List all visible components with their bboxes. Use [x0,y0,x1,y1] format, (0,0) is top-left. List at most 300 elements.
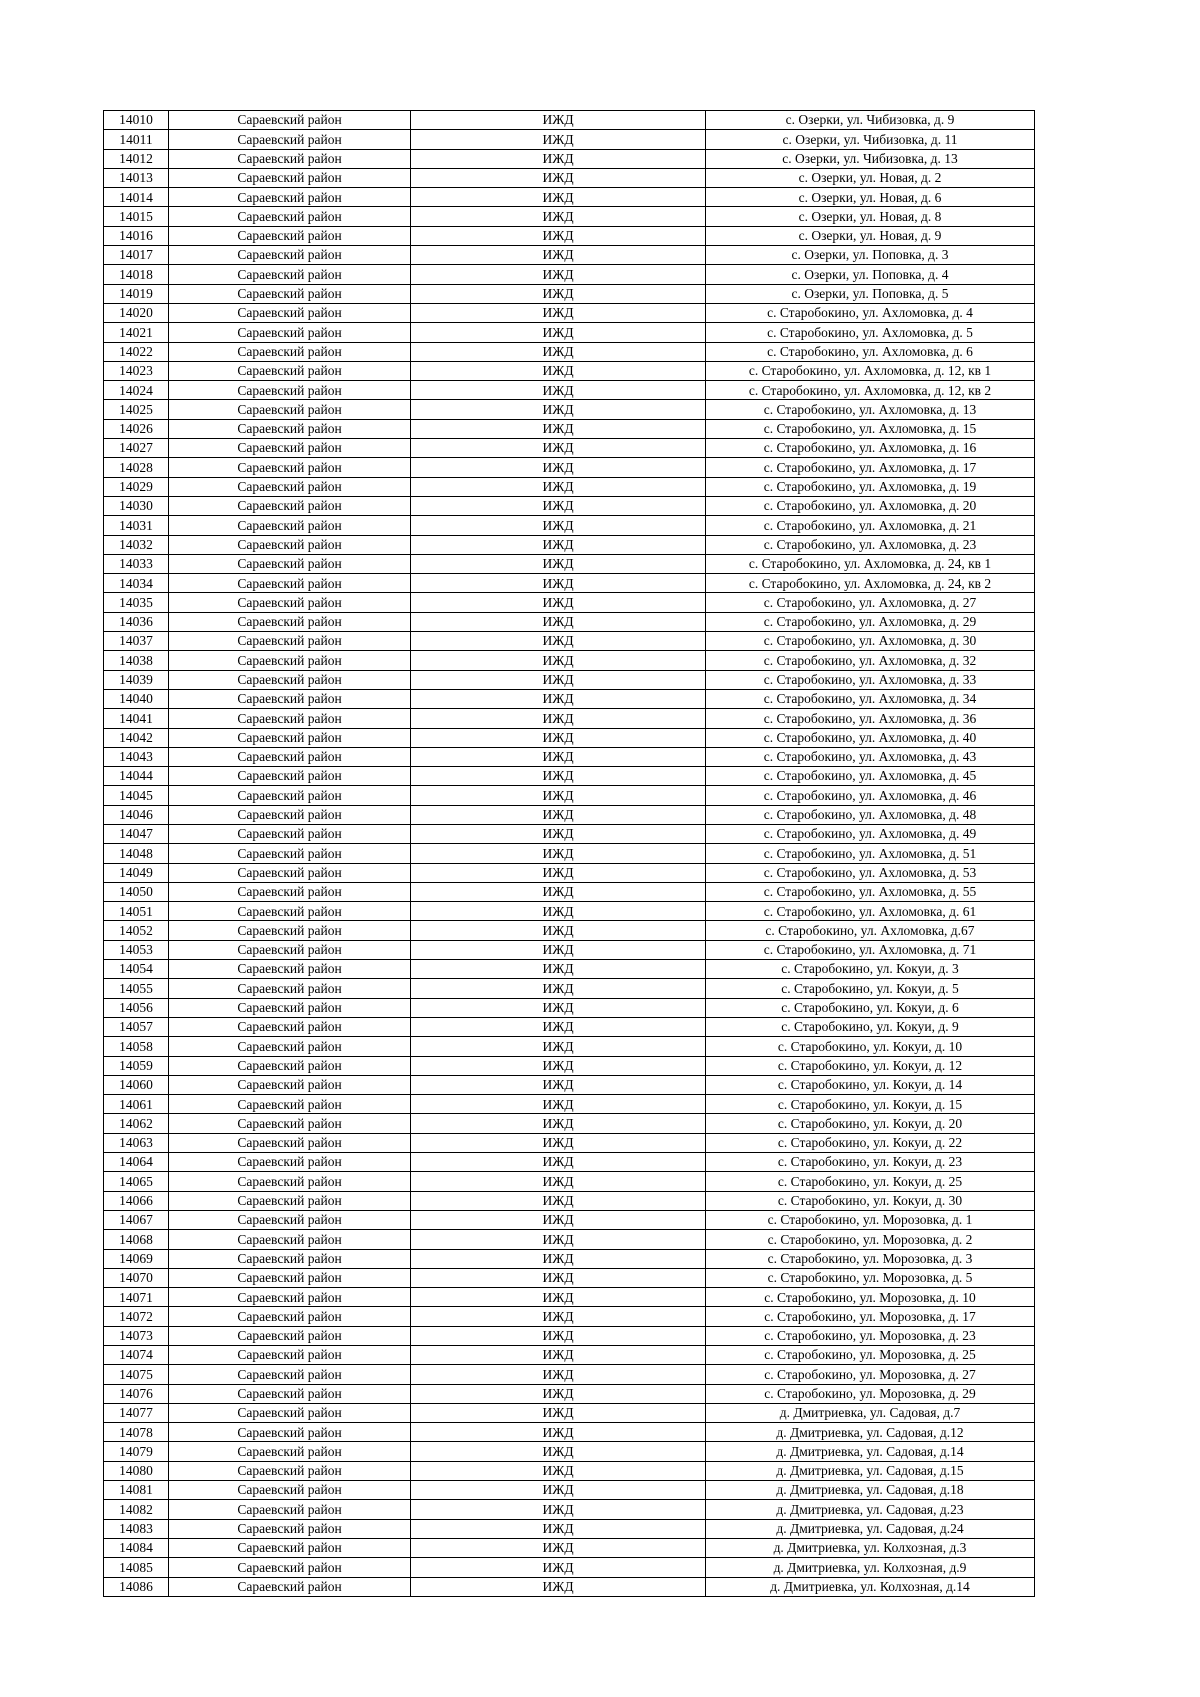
table-row [104,130,1035,149]
district-cell: Cараевский район [169,998,411,1017]
district-cell: Cараевский район [169,381,411,400]
address-cell: д. Дмитриевка, ул. Садовая, д.23 [706,1500,1035,1519]
record-number-cell: 14022 [104,342,169,361]
district-cell: Cараевский район [169,709,411,728]
table-row [104,1538,1035,1557]
table-row [104,1210,1035,1229]
property-type-cell: ИЖД [411,1307,706,1326]
record-number-cell: 14020 [104,303,169,322]
table-row [104,1172,1035,1191]
table-row [104,419,1035,438]
district-cell: Cараевский район [169,747,411,766]
district-cell: Cараевский район [169,844,411,863]
district-cell: Cараевский район [169,593,411,612]
property-type-cell: ИЖД [411,689,706,708]
record-number-cell: 14024 [104,381,169,400]
table-row [104,400,1035,419]
record-number-cell: 14010 [104,111,169,130]
property-type-cell: ИЖД [411,1442,706,1461]
property-type-cell: ИЖД [411,1230,706,1249]
record-number-cell: 14031 [104,516,169,535]
record-number-cell: 14011 [104,130,169,149]
table-row [104,1114,1035,1133]
address-cell: с. Старобокино, ул. Ахломовка, д. 32 [706,651,1035,670]
address-cell: с. Озерки, ул. Новая, д. 2 [706,168,1035,187]
record-number-cell: 14025 [104,400,169,419]
property-type-cell: ИЖД [411,381,706,400]
district-cell: Cараевский район [169,1538,411,1557]
address-cell: с. Старобокино, ул. Морозовка, д. 27 [706,1365,1035,1384]
property-type-cell: ИЖД [411,1288,706,1307]
property-type-cell: ИЖД [411,1423,706,1442]
table-row [104,1423,1035,1442]
district-cell: Cараевский район [169,246,411,265]
property-type-cell: ИЖД [411,1461,706,1480]
record-number-cell: 14063 [104,1133,169,1152]
table-row [104,1056,1035,1075]
property-type-cell: ИЖД [411,207,706,226]
address-cell: с. Озерки, ул. Чибизовка, д. 13 [706,149,1035,168]
property-type-cell: ИЖД [411,400,706,419]
record-number-cell: 14086 [104,1577,169,1596]
property-type-cell: ИЖД [411,554,706,573]
property-type-cell: ИЖД [411,342,706,361]
record-number-cell: 14040 [104,689,169,708]
address-cell: с. Озерки, ул. Поповка, д. 3 [706,246,1035,265]
address-cell: с. Старобокино, ул. Морозовка, д. 5 [706,1268,1035,1287]
record-number-cell: 14023 [104,361,169,380]
table-row [104,1288,1035,1307]
district-cell: Cараевский район [169,1268,411,1287]
address-cell: с. Старобокино, ул. Морозовка, д. 29 [706,1384,1035,1403]
property-type-cell: ИЖД [411,728,706,747]
district-cell: Cараевский район [169,1558,411,1577]
property-type-cell: ИЖД [411,1017,706,1036]
property-type-cell: ИЖД [411,709,706,728]
table-row [104,246,1035,265]
property-type-cell: ИЖД [411,1268,706,1287]
property-type-cell: ИЖД [411,979,706,998]
address-cell: д. Дмитриевка, ул. Колхозная, д.14 [706,1577,1035,1596]
property-type-cell: ИЖД [411,1249,706,1268]
property-type-cell: ИЖД [411,130,706,149]
record-number-cell: 14021 [104,323,169,342]
district-cell: Cараевский район [169,1346,411,1365]
table-row [104,612,1035,631]
address-cell: д. Дмитриевка, ул. Садовая, д.24 [706,1519,1035,1538]
district-cell: Cараевский район [169,130,411,149]
district-cell: Cараевский район [169,265,411,284]
district-cell: Cараевский район [169,1365,411,1384]
table-row [104,516,1035,535]
table-row [104,1133,1035,1152]
table-row [104,265,1035,284]
table-row [104,593,1035,612]
address-cell: с. Старобокино, ул. Ахломовка, д. 29 [706,612,1035,631]
record-number-cell: 14071 [104,1288,169,1307]
property-type-cell: ИЖД [411,1500,706,1519]
table-row [104,149,1035,168]
table-row [104,574,1035,593]
table-row [104,1481,1035,1500]
address-cell: с. Старобокино, ул. Ахломовка, д. 45 [706,767,1035,786]
record-number-cell: 14017 [104,246,169,265]
record-number-cell: 14078 [104,1423,169,1442]
table-row [104,1268,1035,1287]
record-number-cell: 14019 [104,284,169,303]
record-number-cell: 14065 [104,1172,169,1191]
record-number-cell: 14050 [104,882,169,901]
property-type-cell: ИЖД [411,516,706,535]
table-row [104,1384,1035,1403]
district-cell: Cараевский район [169,612,411,631]
property-type-cell: ИЖД [411,439,706,458]
district-cell: Cараевский район [169,786,411,805]
property-type-cell: ИЖД [411,1519,706,1538]
district-cell: Cараевский район [169,1191,411,1210]
property-type-cell: ИЖД [411,1056,706,1075]
record-number-cell: 14048 [104,844,169,863]
address-cell: с. Старобокино, ул. Ахломовка, д. 21 [706,516,1035,535]
record-number-cell: 14033 [104,554,169,573]
address-cell: с. Старобокино, ул. Ахломовка, д. 24, кв 1 [706,554,1035,573]
district-cell: Cараевский район [169,1017,411,1036]
address-cell: с. Озерки, ул. Новая, д. 8 [706,207,1035,226]
property-type-cell: ИЖД [411,1346,706,1365]
address-cell: с. Старобокино, ул. Ахломовка, д. 40 [706,728,1035,747]
table-row [104,1519,1035,1538]
record-number-cell: 14045 [104,786,169,805]
address-cell: д. Дмитриевка, ул. Садовая, д.18 [706,1481,1035,1500]
table-row [104,632,1035,651]
address-cell: с. Озерки, ул. Новая, д. 9 [706,226,1035,245]
record-number-cell: 14072 [104,1307,169,1326]
district-cell: Cараевский район [169,516,411,535]
district-cell: Cараевский район [169,1037,411,1056]
address-cell: с. Старобокино, ул. Морозовка, д. 1 [706,1210,1035,1229]
record-number-cell: 14079 [104,1442,169,1461]
record-number-cell: 14056 [104,998,169,1017]
record-number-cell: 14047 [104,824,169,843]
address-cell: с. Старобокино, ул. Кокуи, д. 9 [706,1017,1035,1036]
district-cell: Cараевский район [169,1326,411,1345]
address-cell: с. Старобокино, ул. Ахломовка, д. 61 [706,902,1035,921]
district-cell: Cараевский район [169,1056,411,1075]
district-cell: Cараевский район [169,1095,411,1114]
property-type-cell: ИЖД [411,1095,706,1114]
district-cell: Cараевский район [169,284,411,303]
district-cell: Cараевский район [169,1461,411,1480]
property-type-cell: ИЖД [411,1481,706,1500]
address-cell: с. Озерки, ул. Чибизовка, д. 11 [706,130,1035,149]
record-number-cell: 14035 [104,593,169,612]
address-cell: с. Озерки, ул. Поповка, д. 5 [706,284,1035,303]
district-cell: Cараевский район [169,767,411,786]
district-cell: Cараевский район [169,168,411,187]
district-cell: Cараевский район [169,921,411,940]
record-number-cell: 14085 [104,1558,169,1577]
property-type-cell: ИЖД [411,168,706,187]
property-type-cell: ИЖД [411,284,706,303]
address-cell: с. Старобокино, ул. Ахломовка, д. 20 [706,496,1035,515]
property-type-cell: ИЖД [411,458,706,477]
property-type-cell: ИЖД [411,767,706,786]
property-type-cell: ИЖД [411,188,706,207]
address-cell: с. Старобокино, ул. Кокуи, д. 15 [706,1095,1035,1114]
address-cell: с. Старобокино, ул. Ахломовка, д. 12, кв 1 [706,361,1035,380]
address-cell: с. Старобокино, ул. Морозовка, д. 10 [706,1288,1035,1307]
district-cell: Cараевский район [169,1230,411,1249]
address-cell: с. Старобокино, ул. Ахломовка, д. 53 [706,863,1035,882]
table-row [104,439,1035,458]
table-row [104,902,1035,921]
district-cell: Cараевский район [169,670,411,689]
address-cell: с. Старобокино, ул. Кокуи, д. 3 [706,960,1035,979]
record-number-cell: 14053 [104,940,169,959]
record-number-cell: 14051 [104,902,169,921]
district-cell: Cараевский район [169,1442,411,1461]
address-cell: д. Дмитриевка, ул. Колхозная, д.3 [706,1538,1035,1557]
district-cell: Cараевский район [169,651,411,670]
district-cell: Cараевский район [169,1133,411,1152]
address-cell: с. Старобокино, ул. Ахломовка, д. 51 [706,844,1035,863]
table-row [104,1095,1035,1114]
address-cell: с. Старобокино, ул. Ахломовка, д. 30 [706,632,1035,651]
record-number-cell: 14061 [104,1095,169,1114]
address-cell: с. Старобокино, ул. Морозовка, д. 25 [706,1346,1035,1365]
table-row [104,554,1035,573]
table-row [104,111,1035,130]
property-type-cell: ИЖД [411,496,706,515]
district-cell: Cараевский район [169,1307,411,1326]
address-cell: с. Старобокино, ул. Ахломовка, д. 43 [706,747,1035,766]
address-cell: с. Старобокино, ул. Ахломовка, д.67 [706,921,1035,940]
record-number-cell: 14067 [104,1210,169,1229]
address-cell: с. Старобокино, ул. Ахломовка, д. 46 [706,786,1035,805]
district-cell: Cараевский район [169,535,411,554]
table-row [104,786,1035,805]
district-cell: Cараевский район [169,400,411,419]
property-type-cell: ИЖД [411,632,706,651]
district-cell: Cараевский район [169,728,411,747]
address-cell: с. Старобокино, ул. Морозовка, д. 17 [706,1307,1035,1326]
table-row [104,207,1035,226]
district-cell: Cараевский район [169,207,411,226]
address-cell: с. Старобокино, ул. Кокуи, д. 14 [706,1075,1035,1094]
property-type-cell: ИЖД [411,902,706,921]
district-cell: Cараевский район [169,979,411,998]
property-type-cell: ИЖД [411,323,706,342]
record-number-cell: 14058 [104,1037,169,1056]
record-number-cell: 14074 [104,1346,169,1365]
table-row [104,767,1035,786]
table-row [104,284,1035,303]
record-number-cell: 14082 [104,1500,169,1519]
table-row [104,188,1035,207]
record-number-cell: 14027 [104,439,169,458]
table-row [104,342,1035,361]
district-cell: Cараевский район [169,419,411,438]
table-row [104,1230,1035,1249]
property-type-cell: ИЖД [411,226,706,245]
record-number-cell: 14059 [104,1056,169,1075]
property-type-cell: ИЖД [411,921,706,940]
record-number-cell: 14015 [104,207,169,226]
record-number-cell: 14037 [104,632,169,651]
record-number-cell: 14080 [104,1461,169,1480]
table-row [104,323,1035,342]
address-cell: с. Озерки, ул. Чибизовка, д. 9 [706,111,1035,130]
property-type-cell: ИЖД [411,1075,706,1094]
table-row [104,226,1035,245]
address-cell: с. Старобокино, ул. Кокуи, д. 12 [706,1056,1035,1075]
record-number-cell: 14060 [104,1075,169,1094]
address-cell: с. Старобокино, ул. Ахломовка, д. 55 [706,882,1035,901]
record-number-cell: 14076 [104,1384,169,1403]
address-cell: с. Старобокино, ул. Ахломовка, д. 34 [706,689,1035,708]
address-cell: с. Старобокино, ул. Кокуи, д. 20 [706,1114,1035,1133]
district-cell: Cараевский район [169,477,411,496]
table-row [104,651,1035,670]
record-number-cell: 14084 [104,1538,169,1557]
table-row [104,882,1035,901]
district-cell: Cараевский район [169,1519,411,1538]
address-cell: д. Дмитриевка, ул. Колхозная, д.9 [706,1558,1035,1577]
address-cell: с. Старобокино, ул. Кокуи, д. 10 [706,1037,1035,1056]
address-cell: с. Старобокино, ул. Ахломовка, д. 48 [706,805,1035,824]
record-number-cell: 14034 [104,574,169,593]
address-cell: с. Старобокино, ул. Ахломовка, д. 17 [706,458,1035,477]
district-cell: Cараевский район [169,1075,411,1094]
district-cell: Cараевский район [169,1153,411,1172]
record-number-cell: 14041 [104,709,169,728]
address-cell: с. Старобокино, ул. Кокуи, д. 22 [706,1133,1035,1152]
address-cell: с. Старобокино, ул. Кокуи, д. 6 [706,998,1035,1017]
record-number-cell: 14032 [104,535,169,554]
property-type-cell: ИЖД [411,149,706,168]
record-number-cell: 14013 [104,168,169,187]
record-number-cell: 14016 [104,226,169,245]
district-cell: Cараевский район [169,111,411,130]
table-row [104,1577,1035,1596]
property-type-cell: ИЖД [411,863,706,882]
table-row [104,1461,1035,1480]
table-row [104,1403,1035,1422]
table-row [104,1346,1035,1365]
address-cell: с. Старобокино, ул. Ахломовка, д. 6 [706,342,1035,361]
address-cell: д. Дмитриевка, ул. Садовая, д.15 [706,1461,1035,1480]
record-number-cell: 14070 [104,1268,169,1287]
table-row [104,496,1035,515]
address-cell: д. Дмитриевка, ул. Садовая, д.14 [706,1442,1035,1461]
property-type-cell: ИЖД [411,651,706,670]
property-type-cell: ИЖД [411,1558,706,1577]
address-cell: с. Старобокино, ул. Ахломовка, д. 36 [706,709,1035,728]
address-table-body [104,111,1035,1597]
table-row [104,1365,1035,1384]
table-row [104,921,1035,940]
table-row [104,709,1035,728]
record-number-cell: 14028 [104,458,169,477]
district-cell: Cараевский район [169,1500,411,1519]
table-row [104,805,1035,824]
district-cell: Cараевский район [169,632,411,651]
district-cell: Cараевский район [169,303,411,322]
address-cell: с. Старобокино, ул. Ахломовка, д. 15 [706,419,1035,438]
property-type-cell: ИЖД [411,940,706,959]
table-row [104,168,1035,187]
address-cell: с. Старобокино, ул. Ахломовка, д. 4 [706,303,1035,322]
district-cell: Cараевский район [169,902,411,921]
property-type-cell: ИЖД [411,1210,706,1229]
record-number-cell: 14038 [104,651,169,670]
district-cell: Cараевский район [169,554,411,573]
district-cell: Cараевский район [169,323,411,342]
address-cell: с. Старобокино, ул. Ахломовка, д. 71 [706,940,1035,959]
address-cell: с. Старобокино, ул. Морозовка, д. 2 [706,1230,1035,1249]
property-type-cell: ИЖД [411,805,706,824]
record-number-cell: 14081 [104,1481,169,1500]
table-row [104,1153,1035,1172]
table-row [104,458,1035,477]
table-row [104,1075,1035,1094]
address-table [103,110,1035,1597]
table-row [104,844,1035,863]
address-cell: с. Старобокино, ул. Ахломовка, д. 24, кв 2 [706,574,1035,593]
district-cell: Cараевский район [169,882,411,901]
property-type-cell: ИЖД [411,612,706,631]
record-number-cell: 14055 [104,979,169,998]
address-cell: с. Старобокино, ул. Морозовка, д. 23 [706,1326,1035,1345]
property-type-cell: ИЖД [411,419,706,438]
property-type-cell: ИЖД [411,747,706,766]
property-type-cell: ИЖД [411,246,706,265]
property-type-cell: ИЖД [411,1365,706,1384]
property-type-cell: ИЖД [411,111,706,130]
property-type-cell: ИЖД [411,265,706,284]
property-type-cell: ИЖД [411,998,706,1017]
table-row [104,863,1035,882]
record-number-cell: 14075 [104,1365,169,1384]
record-number-cell: 14073 [104,1326,169,1345]
district-cell: Cараевский район [169,574,411,593]
address-cell: с. Озерки, ул. Поповка, д. 4 [706,265,1035,284]
district-cell: Cараевский район [169,1288,411,1307]
table-row [104,1558,1035,1577]
address-cell: с. Старобокино, ул. Кокуи, д. 23 [706,1153,1035,1172]
table-row [104,1249,1035,1268]
district-cell: Cараевский район [169,1481,411,1500]
property-type-cell: ИЖД [411,786,706,805]
table-row [104,998,1035,1017]
table-row [104,477,1035,496]
table-row [104,1500,1035,1519]
record-number-cell: 14043 [104,747,169,766]
record-number-cell: 14044 [104,767,169,786]
district-cell: Cараевский район [169,188,411,207]
record-number-cell: 14026 [104,419,169,438]
table-row [104,689,1035,708]
address-cell: с. Старобокино, ул. Ахломовка, д. 49 [706,824,1035,843]
property-type-cell: ИЖД [411,882,706,901]
district-cell: Cараевский район [169,940,411,959]
address-cell: с. Старобокино, ул. Ахломовка, д. 13 [706,400,1035,419]
record-number-cell: 14012 [104,149,169,168]
property-type-cell: ИЖД [411,1133,706,1152]
district-cell: Cараевский район [169,1423,411,1442]
property-type-cell: ИЖД [411,303,706,322]
record-number-cell: 14054 [104,960,169,979]
